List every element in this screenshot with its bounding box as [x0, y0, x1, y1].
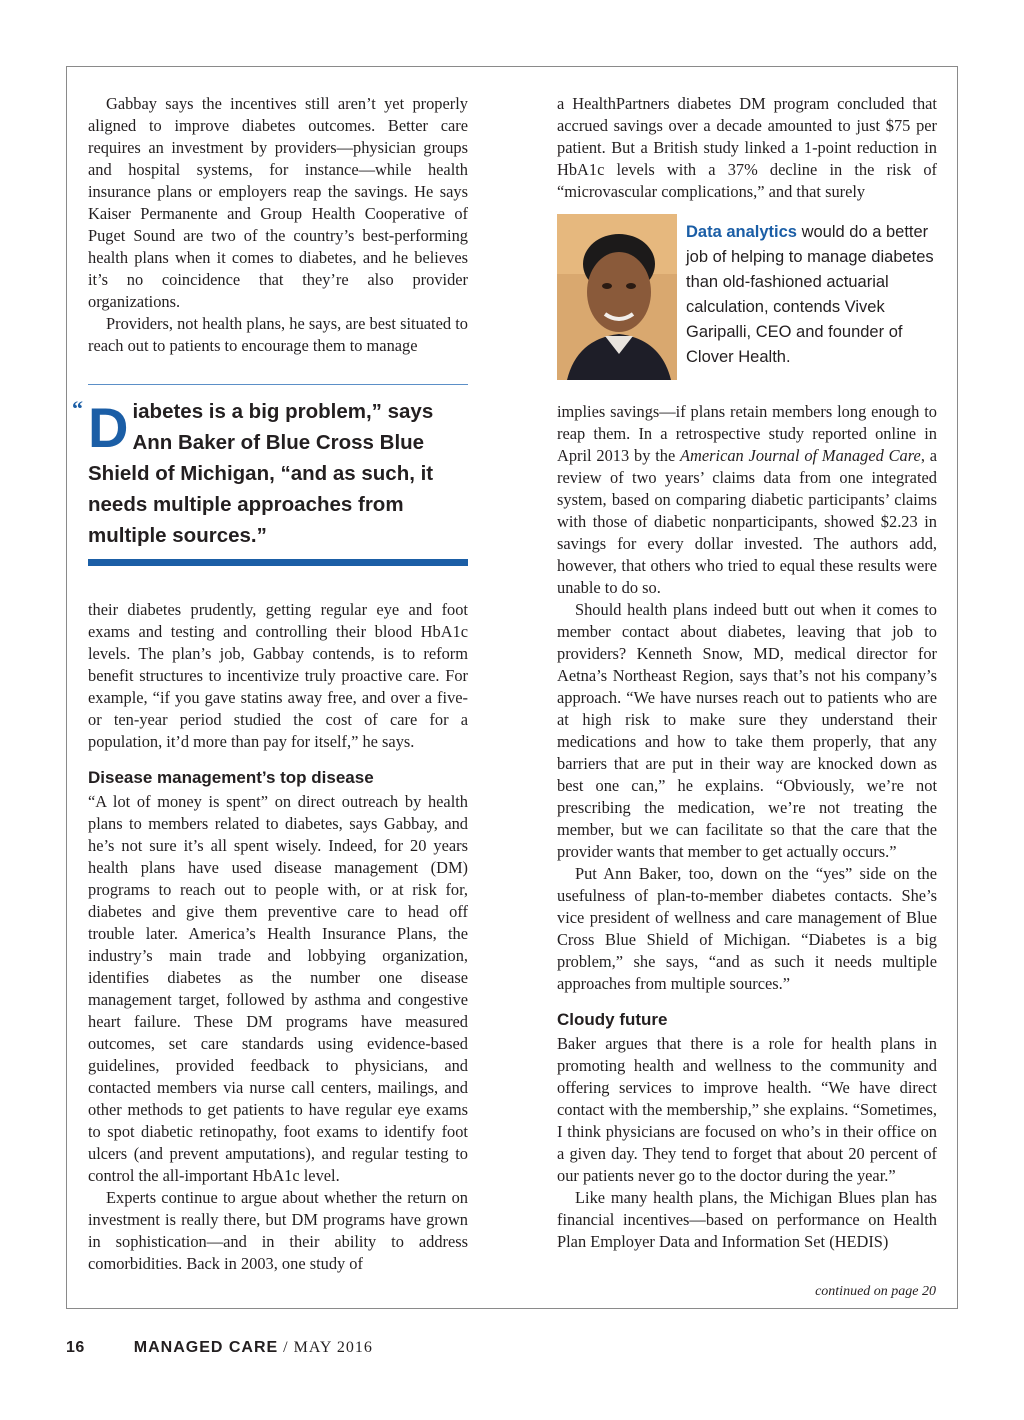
caption-text: would do a better job of helping to manage diabetes than old-fashioned actuarial calculation, contends Vivek Garipalli, CEO and founder of Clover Health. — [686, 223, 934, 366]
paragraph: Baker argues that there is a role for health plans in promoting health and wellness to the community and offering services to improve health. “We have direct contact with the membership,” she explains. “Sometimes, I think physicians are focused on who’s in their office on a given day. They tend to forget that about 20 percent of our patients never go to the doctor during the year.” — [557, 1034, 937, 1185]
paragraph: Providers, not health plans, he says, are best situated to reach out to patients to encourage them to manage — [88, 314, 468, 355]
right-column-top — [557, 93, 937, 203]
caption-highlight: Data analytics — [686, 223, 797, 241]
portrait-illustration — [557, 214, 677, 380]
left-column-bottom — [88, 599, 468, 1275]
continued-note: continued on page 20 — [815, 1284, 936, 1299]
right-column-bottom — [557, 401, 937, 1253]
paragraph-text: implies savings—if plans retain members long enough to reap them. In a retrospective study reported online in April 2013 by the — [557, 402, 937, 465]
pullquote-top-rule — [88, 384, 468, 385]
page-footer — [66, 1339, 373, 1357]
headshot-photo — [557, 214, 677, 380]
paragraph: Like many health plans, the Michigan Blues plan has financial incentives—based on performance on Health Plan Employer Data and Information Set (HEDIS) — [557, 1188, 937, 1251]
paragraph: Experts continue to argue about whether the return on investment is really there, but DM programs have grown in sophistication—and in their ability to address comorbidities. Back in 2003, one study of — [88, 1188, 468, 1273]
paragraph: their diabetes prudently, getting regular eye and foot exams and testing and controlling their blood HbA1c levels. The plan’s job, Gabbay contends, is to reform benefit structures to incentivize truly proactive care. For example, “if you gave statins away free, and over a five- or ten-year period studied the cost of care for a population, it’d more than pay for itself,” he says. — [88, 600, 468, 751]
pullquote-bottom-rule — [88, 559, 468, 566]
subhead: Cloudy future — [557, 1010, 668, 1029]
page-number: 16 — [66, 1339, 85, 1356]
left-column-top — [88, 93, 468, 357]
issue-date: / MAY 2016 — [283, 1339, 373, 1356]
paragraph: “A lot of money is spent” on direct outreach by health plans to members related to diabetes, says Gabbay, and he’s not sure it’s all spent wisely. Indeed, for 20 years health plans have used disease management (DM) programs to reach out to people with, or at risk for, diabetes and give them preventive care to head off trouble later. America’s Health Insurance Plans, the industry’s main trade and lobbying organization, identifies diabetes as the number one disease management target, followed by asthma and congestive heart failure. These DM programs have measured outcomes, set care standards using evidence-based guidelines, provided feedback to physicians, and contacted members via nurse call centers, mailings, and other methods to get patients to have regular eye exams to spot diabetic retinopathy, foot exams to identify foot ulcers (and prevent amputations), and regular testing to control the all-important HbA1c level. — [88, 792, 468, 1185]
paragraph: Should health plans indeed butt out when it comes to member contact about diabetes, leaving that job to providers? Kenneth Snow, MD, medical director for Aetna’s Northeast Region, says that’s not his company’s approach. “We have nurses reach out to patients who are at high risk to make sure they understand their medications and how to take them properly, that any barriers that are put in their way are knocked down as best one can,” he explains. “Obviously, we’re not prescribing the medication, we’re not treating the member, but we can facilitate so that the care that the provider wants that member to get actually occurs.” — [557, 600, 937, 861]
pullquote — [88, 396, 468, 551]
paragraph: Gabbay says the incentives still aren’t yet properly aligned to improve diabetes outcomes. Better care requires an investment by providers—physician groups and hospital systems, for instance—while health insurance plans or employers reap the savings. He says Kaiser Permanente and Group Health Cooperative of Puget Sound are two of the country’s best-performing health plans when it comes to diabetes, and he believes it’s no coincidence that they’re also provider organizations. — [88, 94, 468, 311]
pullquote-drop-cap: D — [88, 396, 129, 459]
publication-name: MANAGED CARE — [133, 1339, 279, 1356]
paragraph — [557, 401, 937, 599]
paragraph: a HealthPartners diabetes DM program concluded that accrued savings over a decade amounted to just $75 per patient. But a British study linked a 1-point reduction in HbA1c levels with a 37% decline in the risk of “microvascular complications,” and that surely — [557, 94, 937, 201]
subhead: Disease management’s top disease — [88, 768, 374, 787]
photo-caption — [686, 220, 946, 370]
journal-title: American Journal of Managed Care — [680, 446, 921, 465]
pullquote-text: iabetes is a big problem,” says Ann Baker of Blue Cross Blue Shield of Michigan, “and as such, it needs multiple approaches from multiple sources.” — [88, 400, 434, 547]
pullquote-open-mark: “ — [72, 396, 83, 421]
paragraph: Put Ann Baker, too, down on the “yes” side on the usefulness of plan-to-member diabetes contacts. She’s vice president of wellness and care management of Blue Cross Blue Shield of Michigan. “Diabetes is a big problem,” she says, “and as such it needs multiple approaches from multiple sources.” — [557, 864, 937, 993]
paragraph-text: , a review of two years’ claims data from one integrated system, based on comparing diabetic participants’ claims with those of diabetic nonparticipants, showed $2.23 in savings for every dollar invested. The authors add, however, that others who tried to equal these results were unable to do so. — [557, 446, 937, 597]
